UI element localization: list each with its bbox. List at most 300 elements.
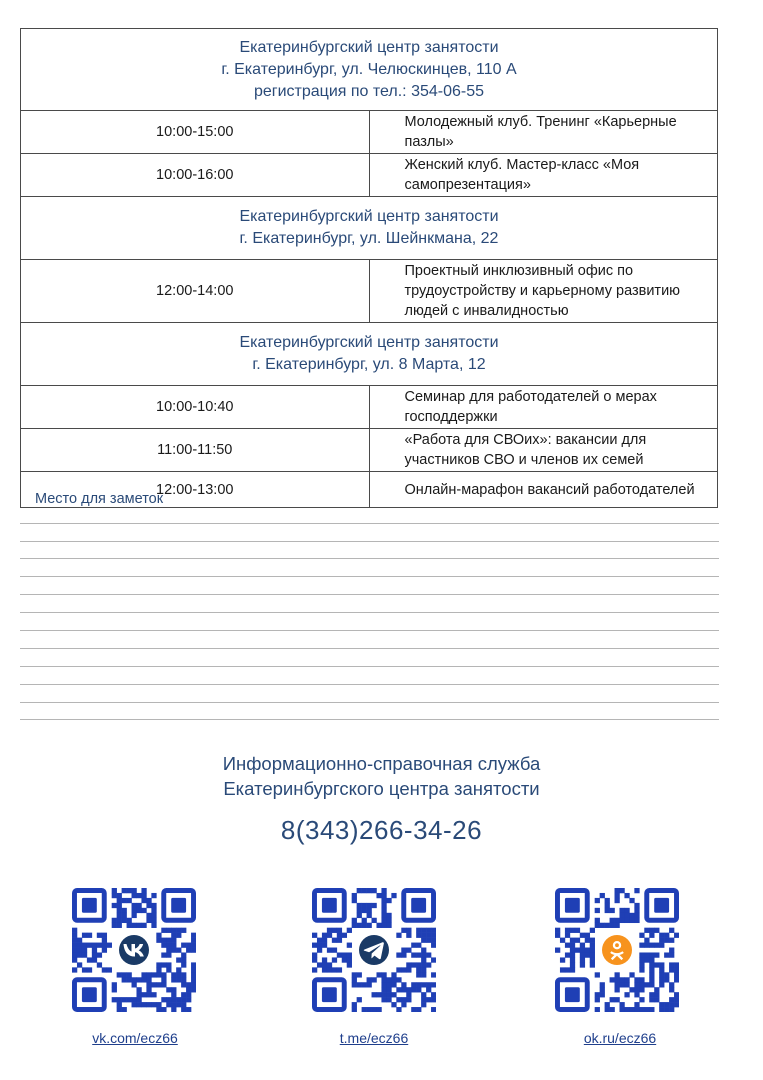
qr-module	[639, 957, 644, 962]
qr-module	[132, 913, 137, 918]
qr-module	[166, 967, 171, 972]
qr-module	[669, 982, 674, 987]
qr-module	[176, 967, 181, 972]
qr-module	[176, 977, 181, 982]
qr-module	[674, 997, 679, 1002]
qr-module	[136, 997, 141, 1002]
qr-module	[634, 903, 639, 908]
event-title: Женский клуб. Мастер-класс «Моя самопрезентация»	[369, 154, 718, 197]
note-line	[20, 648, 719, 649]
qr-module	[171, 943, 176, 948]
qr-module	[431, 997, 436, 1002]
qr-module	[367, 977, 372, 982]
event-time: 10:00-10:40	[21, 386, 370, 429]
qr-module	[416, 943, 421, 948]
qr-module	[171, 1002, 176, 1007]
qr-module	[357, 908, 362, 913]
qr-module	[619, 982, 624, 987]
qr-module	[634, 1002, 639, 1007]
qr-module	[92, 948, 97, 953]
vk-link[interactable]: vk.com/ecz66	[92, 1030, 178, 1046]
qr-module	[659, 982, 664, 987]
qr-module	[191, 938, 196, 943]
qr-module	[146, 982, 151, 987]
qr-module	[391, 992, 396, 997]
qr-module	[146, 903, 151, 908]
qr-module	[112, 997, 117, 1002]
qr-module	[92, 957, 97, 962]
note-line	[20, 558, 719, 559]
qr-module	[166, 997, 171, 1002]
qr-module	[659, 967, 664, 972]
qr-module	[669, 962, 674, 967]
qr-module	[426, 962, 431, 967]
qr-module	[161, 962, 166, 967]
qr-module	[362, 1007, 367, 1012]
qr-module	[352, 918, 357, 923]
qr-module	[332, 928, 337, 933]
qr-module	[654, 943, 659, 948]
qr-module	[401, 967, 406, 972]
qr-module	[156, 962, 161, 967]
qr-module	[181, 962, 186, 967]
qr-module	[171, 1007, 176, 1012]
qr-module	[146, 987, 151, 992]
qr-module	[107, 943, 112, 948]
qr-module	[161, 997, 166, 1002]
qr-module	[132, 908, 137, 913]
qr-module	[372, 918, 377, 923]
qr-module	[327, 967, 332, 972]
qr-module	[570, 948, 575, 953]
qr-module	[615, 977, 620, 982]
note-line	[20, 719, 719, 720]
qr-module	[357, 982, 362, 987]
qr-module	[352, 972, 357, 977]
qr-module	[166, 952, 171, 957]
qr-module	[431, 933, 436, 938]
qr-module	[634, 908, 639, 913]
qr-module	[639, 982, 644, 987]
qr-module	[381, 982, 386, 987]
qr-module	[624, 918, 629, 923]
qr-module	[151, 908, 156, 913]
qr-module	[127, 898, 132, 903]
event-time: 11:00-11:50	[21, 429, 370, 472]
qr-module	[171, 948, 176, 953]
qr-module	[619, 908, 624, 913]
qr-module	[674, 992, 679, 997]
qr-module	[136, 893, 141, 898]
qr-module	[669, 928, 674, 933]
qr-module	[570, 952, 575, 957]
qr-module	[590, 962, 595, 967]
qr-module	[146, 1002, 151, 1007]
qr-module	[426, 933, 431, 938]
note-line	[20, 702, 719, 703]
qr-module	[171, 938, 176, 943]
qr-module	[619, 1002, 624, 1007]
qr-module	[176, 933, 181, 938]
qr-module	[634, 992, 639, 997]
qr-module	[401, 982, 406, 987]
qr-module	[357, 903, 362, 908]
qr-module	[112, 893, 117, 898]
qr-module	[161, 982, 166, 987]
qr-module	[615, 918, 620, 923]
qr-module	[619, 1007, 624, 1012]
qr-module	[132, 893, 137, 898]
qr-module	[352, 898, 357, 903]
qr-module	[166, 987, 171, 992]
qr-module	[156, 1007, 161, 1012]
qr-module	[381, 997, 386, 1002]
qr-module	[317, 962, 322, 967]
qr-module	[391, 982, 396, 987]
qr-module	[87, 967, 92, 972]
qr-module	[186, 987, 191, 992]
qr-module	[600, 992, 605, 997]
qr-module	[322, 933, 327, 938]
qr-module	[649, 1007, 654, 1012]
qr-module	[644, 938, 649, 943]
qr-module	[421, 962, 426, 967]
qr-module	[639, 933, 644, 938]
qr-module	[605, 908, 610, 913]
qr-module	[396, 933, 401, 938]
qr-module	[357, 972, 362, 977]
qr-module	[181, 943, 186, 948]
qr-module	[629, 1007, 634, 1012]
qr-module	[575, 928, 580, 933]
qr-module	[595, 918, 600, 923]
qr-module	[381, 972, 386, 977]
qr-module	[634, 982, 639, 987]
qr-module	[669, 987, 674, 992]
qr-module	[570, 928, 575, 933]
qr-module	[156, 982, 161, 987]
qr-module	[191, 982, 196, 987]
qr-module	[337, 967, 342, 972]
qr-module	[367, 913, 372, 918]
qr-module	[112, 987, 117, 992]
center-name: Екатеринбургский центр занятости	[239, 38, 499, 56]
vk-icon	[115, 931, 153, 969]
qr-module	[112, 903, 117, 908]
qr-module	[659, 1007, 664, 1012]
qr-finder-pattern	[164, 890, 194, 920]
qr-module	[186, 997, 191, 1002]
event-title: Онлайн-марафон вакансий работодателей	[369, 472, 718, 508]
qr-module	[136, 977, 141, 982]
qr-module	[146, 972, 151, 977]
table-row	[21, 260, 718, 323]
qr-module	[634, 987, 639, 992]
qr-module	[669, 948, 674, 953]
qr-module	[97, 943, 102, 948]
qr-module	[624, 977, 629, 982]
qr-module	[312, 943, 317, 948]
qr-module	[117, 918, 122, 923]
qr-module	[634, 977, 639, 982]
qr-module	[421, 1002, 426, 1007]
qr-module	[171, 928, 176, 933]
qr-module	[337, 928, 342, 933]
qr-module	[615, 898, 620, 903]
qr-module	[166, 938, 171, 943]
qr-module	[332, 957, 337, 962]
qr-module	[605, 1002, 610, 1007]
qr-module	[565, 943, 570, 948]
notes-label: Место для заметок	[35, 491, 164, 507]
event-time: 12:00-13:00	[21, 472, 370, 508]
note-line	[20, 612, 719, 613]
qr-module	[426, 938, 431, 943]
qr-module	[386, 982, 391, 987]
qr-module	[391, 977, 396, 982]
qr-module	[590, 948, 595, 953]
qr-module	[421, 933, 426, 938]
qr-module	[605, 898, 610, 903]
qr-finder-pattern	[74, 890, 104, 920]
qr-module	[555, 933, 560, 938]
qr-module	[112, 982, 117, 987]
qr-module	[615, 987, 620, 992]
qr-module	[92, 952, 97, 957]
qr-module	[421, 967, 426, 972]
qr-module	[127, 997, 132, 1002]
qr-module	[132, 997, 137, 1002]
center-address: г. Екатеринбург, ул. Шейнкмана, 22	[239, 230, 499, 247]
qr-finder-pattern	[404, 890, 434, 920]
qr-module	[181, 977, 186, 982]
qr-module	[327, 933, 332, 938]
qr-module	[615, 923, 620, 928]
qr-module	[332, 967, 337, 972]
qr-module	[649, 992, 654, 997]
qr-module	[406, 928, 411, 933]
qr-module	[176, 972, 181, 977]
qr-module	[674, 977, 679, 982]
qr-module	[181, 1007, 186, 1012]
qr-module	[127, 918, 132, 923]
qr-module	[161, 977, 166, 982]
qr-module	[357, 888, 362, 893]
qr-module	[362, 918, 367, 923]
qr-module	[674, 962, 679, 967]
qr-module	[619, 977, 624, 982]
section-header	[21, 323, 718, 386]
qr-module	[77, 948, 82, 953]
qr-module	[141, 923, 146, 928]
qr-module	[156, 972, 161, 977]
qr-module	[381, 913, 386, 918]
qr-module	[654, 962, 659, 967]
qr-module	[634, 913, 639, 918]
qr-module	[629, 913, 634, 918]
qr-module	[381, 888, 386, 893]
event-time: 10:00-16:00	[21, 154, 370, 197]
qr-module	[102, 948, 107, 953]
table-row	[21, 429, 718, 472]
qr-module	[171, 933, 176, 938]
qr-module	[322, 962, 327, 967]
qr-module	[362, 908, 367, 913]
qr-module	[161, 943, 166, 948]
qr-finder-pattern	[314, 980, 344, 1010]
odnoklassniki-icon	[598, 931, 636, 969]
qr-module	[580, 948, 585, 953]
telegram-icon	[355, 931, 393, 969]
qr-finder-pattern	[557, 980, 587, 1010]
qr-module	[117, 903, 122, 908]
qr-module	[669, 1002, 674, 1007]
vk-qr-code	[72, 888, 196, 1012]
qr-module	[406, 933, 411, 938]
qr-module	[127, 977, 132, 982]
ok-qr-code	[555, 888, 679, 1012]
qr-module	[421, 948, 426, 953]
qr-module	[372, 992, 377, 997]
qr-module	[575, 938, 580, 943]
qr-module	[649, 962, 654, 967]
qr-module	[595, 908, 600, 913]
qr-module	[659, 977, 664, 982]
qr-module	[629, 987, 634, 992]
qr-module	[127, 923, 132, 928]
qr-module	[362, 888, 367, 893]
qr-module	[600, 982, 605, 987]
qr-module	[112, 918, 117, 923]
qr-module	[381, 923, 386, 928]
qr-module	[176, 957, 181, 962]
qr-module	[82, 943, 87, 948]
note-line	[20, 523, 719, 524]
qr-finder-pattern	[647, 890, 677, 920]
qr-module	[132, 923, 137, 928]
event-time: 12:00-14:00	[21, 260, 370, 323]
qr-finder-pattern	[74, 980, 104, 1010]
qr-module	[585, 948, 590, 953]
qr-module	[610, 997, 615, 1002]
qr-module	[431, 928, 436, 933]
qr-module	[72, 952, 77, 957]
qr-module	[376, 992, 381, 997]
qr-module	[416, 928, 421, 933]
qr-module	[639, 967, 644, 972]
qr-module	[406, 967, 411, 972]
qr-module	[610, 977, 615, 982]
qr-module	[619, 888, 624, 893]
qr-module	[570, 962, 575, 967]
qr-module	[406, 987, 411, 992]
qr-module	[191, 943, 196, 948]
qr-module	[312, 957, 317, 962]
qr-module	[87, 943, 92, 948]
qr-module	[176, 997, 181, 1002]
qr-module	[580, 933, 585, 938]
qr-module	[629, 898, 634, 903]
qr-module	[117, 908, 122, 913]
qr-module	[396, 1007, 401, 1012]
table-row	[21, 386, 718, 429]
qr-module	[122, 898, 127, 903]
qr-module	[555, 948, 560, 953]
qr-module	[644, 928, 649, 933]
qr-module	[357, 913, 362, 918]
qr-module	[327, 928, 332, 933]
qr-module	[376, 1007, 381, 1012]
qr-module	[649, 977, 654, 982]
qr-finder-pattern	[314, 890, 344, 920]
qr-module	[664, 938, 669, 943]
qr-module	[659, 962, 664, 967]
qr-module	[191, 933, 196, 938]
telegram-link[interactable]: t.me/ecz66	[339, 1030, 409, 1046]
qr-module	[629, 918, 634, 923]
qr-module	[570, 967, 575, 972]
qr-module	[649, 928, 654, 933]
qr-module	[426, 982, 431, 987]
qr-module	[342, 957, 347, 962]
qr-module	[600, 923, 605, 928]
qr-module	[151, 893, 156, 898]
qr-module	[151, 1002, 156, 1007]
qr-module	[674, 933, 679, 938]
qr-module	[605, 903, 610, 908]
qr-module	[191, 972, 196, 977]
qr-module	[639, 977, 644, 982]
qr-module	[615, 972, 620, 977]
qr-module	[674, 972, 679, 977]
qr-module	[649, 943, 654, 948]
ok-link[interactable]: ok.ru/ecz66	[583, 1030, 657, 1046]
qr-module	[132, 903, 137, 908]
qr-module	[171, 997, 176, 1002]
qr-module	[669, 938, 674, 943]
qr-module	[352, 893, 357, 898]
qr-module	[352, 1007, 357, 1012]
qr-module	[97, 962, 102, 967]
qr-module	[649, 957, 654, 962]
qr-module	[117, 1007, 122, 1012]
qr-module	[431, 982, 436, 987]
qr-module	[186, 982, 191, 987]
qr-module	[386, 913, 391, 918]
info-phone: 8(343)266-34-26	[280, 815, 483, 845]
qr-module	[406, 962, 411, 967]
qr-module	[674, 1002, 679, 1007]
qr-module	[659, 972, 664, 977]
qr-module	[146, 918, 151, 923]
qr-module	[431, 938, 436, 943]
qr-module	[171, 987, 176, 992]
qr-module	[386, 997, 391, 1002]
qr-module	[112, 888, 117, 893]
qr-module	[431, 992, 436, 997]
qr-module	[396, 952, 401, 957]
qr-module	[381, 908, 386, 913]
qr-module	[156, 933, 161, 938]
center-address: г. Екатеринбург, ул. Челюскинцев, 110 А	[221, 60, 517, 78]
qr-module	[664, 1007, 669, 1012]
qr-module	[401, 1002, 406, 1007]
qr-module	[560, 957, 565, 962]
qr-module	[191, 967, 196, 972]
qr-module	[181, 952, 186, 957]
event-title: Проектный инклюзивный офис по трудоустройству и карьерному развитию людей с инвалидностью	[369, 260, 718, 323]
qr-module	[426, 997, 431, 1002]
